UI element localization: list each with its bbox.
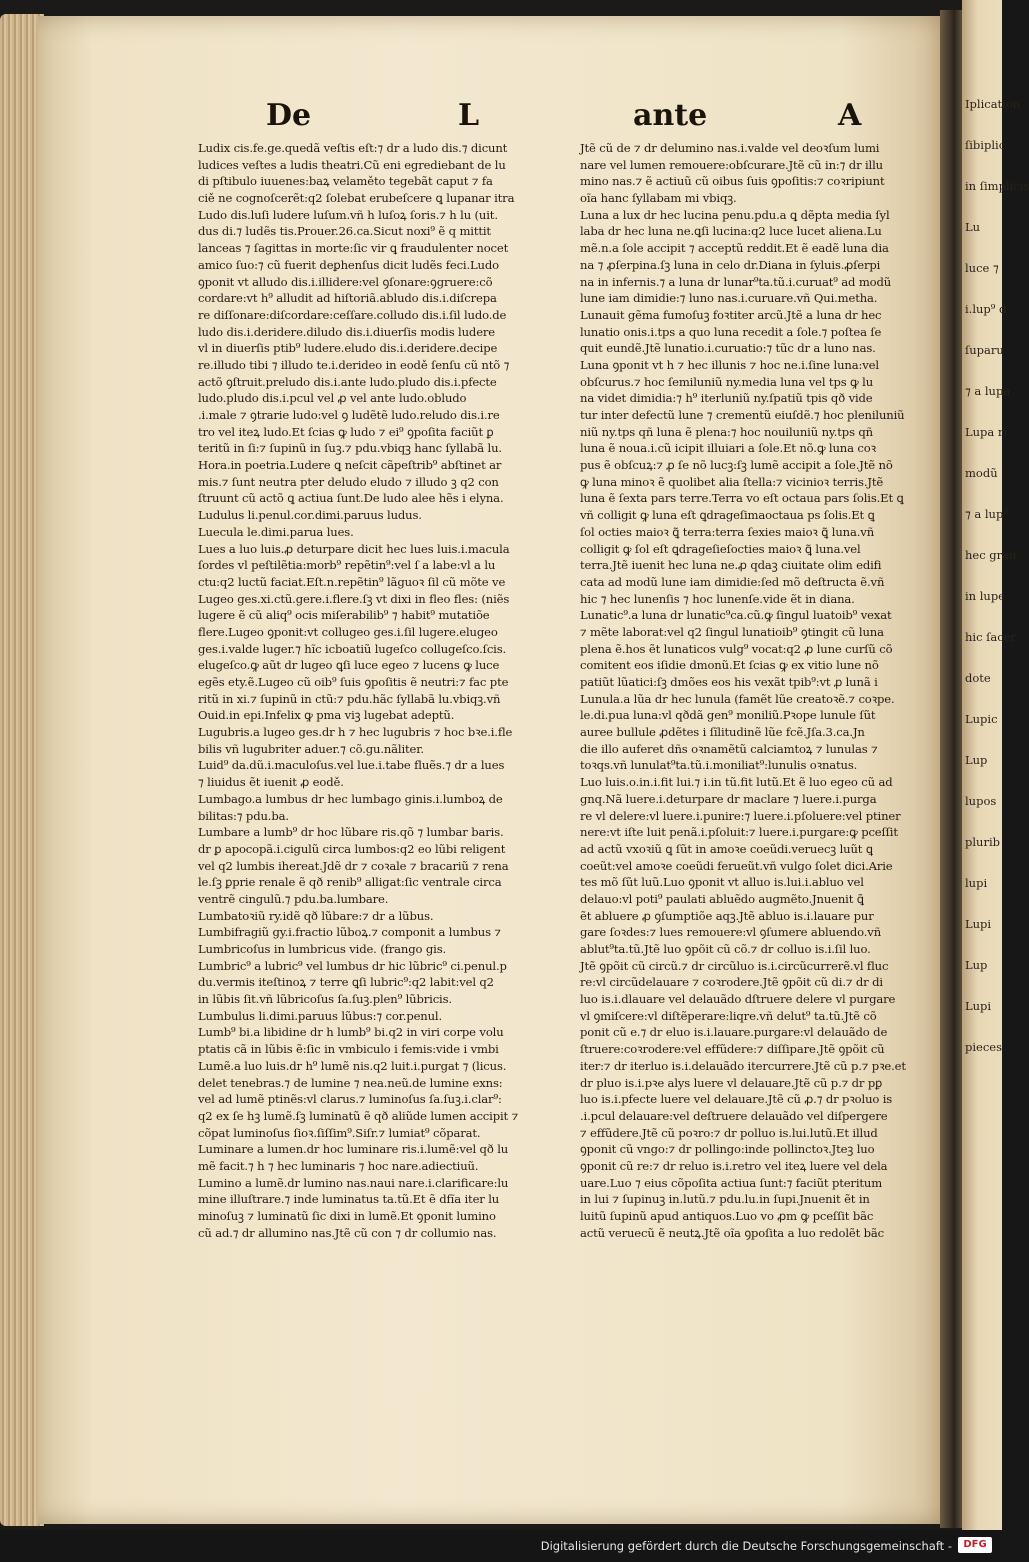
text-line: mine illuſtrare.⁊ inde luminatus ta.tũ.Et ẽ dfĩa iter lu xyxy=(198,1192,500,1207)
text-line: Luecula le.dimi.parua lues. xyxy=(198,524,354,539)
text-line: .i.male ⁊ ꝯtrarie ludo:vel ꝯ ludẽtẽ ludo.reludo dis.i.re xyxy=(198,408,500,422)
text-line: teritũ in ſi:⁊ ſupinũ in ſuꝫ.⁊ pdu.vbiqꝫ hanc ſyllabã lu. xyxy=(198,441,502,456)
text-line: Lumino a lumẽ.dr lumino nas.naui nare.i.clarificare:lu xyxy=(198,1175,509,1190)
text-line: mẽ.n.a ſole accipit ⁊ acceptũ reddit.Et ẽ eadẽ luna dia xyxy=(580,241,889,256)
text-line: tes mõ ſũt luũ.Luo ꝯponit vt alluo is.lui.i.abluo vel xyxy=(580,875,864,890)
text-line: du.vermis iteſtinoꝝ ⁊ terre ꝗſi lubric⁹:q2 labit:vel q2 xyxy=(198,975,494,990)
text-line: Lunula.a lũa dr hec lunula (famẽt lũe creatoꝛẽ.⁊ coꝛpe. xyxy=(580,691,895,706)
text-line: ludices veſtes a ludis theatri.Cũ eni egrediebant de lu xyxy=(198,157,506,172)
footer-bar xyxy=(0,1530,1000,1562)
text-line: ꝯponit cũ vngo:⁊ dr pollingo:inde pollinctoꝛ.Jteꝫ luo xyxy=(580,1142,875,1157)
text-line: Lumbifragiũ gy.i.fractio lũboꝝ.⁊ componit a lumbus ⁊ xyxy=(198,925,501,940)
text-line: gnq.Nã luere.i.deturpare dr maclare ⁊ luere.i.purga xyxy=(580,791,877,806)
text-line: flere.Lugeo ꝯponit:vt collugeo ges.i.ſil lugere.elugeo xyxy=(198,624,498,639)
text-line: Lumbago.a lumbus dr hec lumbago ginis.i.lumboꝝ de xyxy=(198,791,503,806)
right-page-text-fragment: lupi xyxy=(965,876,988,890)
text-line: Ludo dis.luſi ludere luſum.vñ h luſoꝝ ſoris.⁊ h lu (uit. xyxy=(198,207,498,222)
text-line: Lumẽ.a luo luis.dr h⁹ lumẽ nis.q2 luit.i.purgat ⁊ (licus. xyxy=(198,1058,507,1073)
text-line: ſordes vl peſtilẽtia:morb⁹ repẽtin⁹:vel ſ a labe:vl a lu xyxy=(198,558,496,573)
text-line: delet tenebras.⁊ de lumine ⁊ nea.neũ.de lumine exns: xyxy=(198,1075,503,1090)
text-line: nere:vt iſte luit penã.i.pſoluit:⁊ luere.i.purgare:ꝙ pceſſit xyxy=(580,825,898,840)
text-line: dus di.⁊ ludẽs tis.Prouer.26.ca.Sicut noxi⁹ ẽ q mittit xyxy=(198,224,491,239)
text-line: vel q2 lumbis ihereat.Jdẽ dr ⁊ coꝛale ⁊ bracariũ ⁊ rena xyxy=(198,858,509,873)
header-word-4: A xyxy=(838,98,862,133)
left-text-column xyxy=(198,140,578,1241)
text-line: Luo luis.o.in.i.fit lui.⁊ i.in tũ.fit lutũ.Et ẽ luo egeo cũ ad xyxy=(580,775,893,790)
text-line: ponit cũ e.⁊ dr eluo is.i.lauare.purgare:vl delauãdo de xyxy=(580,1025,888,1040)
text-line: lanceas ⁊ ſagittas in morte:ſic vir ꝗ fraudulenter nocet xyxy=(198,241,509,256)
right-text-column xyxy=(580,140,940,1241)
text-line: luitũ ſupinũ apud antiquos.Luo vo ꝓm ꝙ pceſſit bãc xyxy=(580,1209,874,1223)
text-line: ꝯponit cũ re:⁊ dr reluo is.i.retro vel iteꝝ luere vel dela xyxy=(580,1158,888,1173)
text-line: Lunauit gẽma fumoſuꝫ foꝛtiter arcũ.Jtẽ a luna dr hec xyxy=(580,307,882,322)
right-page-text-fragment: dote xyxy=(965,671,991,685)
text-line: amico ſuo:⁊ cũ fuerit deꝑhenſus dicit ludẽs feci.Ludo xyxy=(198,257,499,272)
text-line: ritũ in xi.⁊ ſupinũ in ctũ:⁊ pdu.hãc ſyllabã lu.vbiqꝫ.vñ xyxy=(198,691,501,706)
dfg-logo: DFG xyxy=(958,1537,992,1553)
text-line: luo is.i.pfecte luere vel delauare.Jtẽ cũ ꝓ.⁊ dr pꝛoluo is xyxy=(580,1092,893,1107)
text-line: Lumb⁹ bi.a libidine dr h lumb⁹ bi.q2 in viri corpe volu xyxy=(198,1025,504,1040)
text-line: luna ẽ noua.i.cũ icipit illuiari a ſole.Et nõ.ꝙ luna coꝛ xyxy=(580,441,876,456)
right-page-text-fragment: ſibiplic xyxy=(965,138,1006,152)
text-line: luo is.i.dlauare vel delauãdo dſtruere delere vl purgare xyxy=(580,992,896,1007)
text-line: ludo.pludo dis.i.pcul vel ꝓ vel ante ludo.obludo xyxy=(198,391,467,406)
text-line: re diſſonare:diſcordare:ceſſare.colludo dis.i.ſil ludo.de xyxy=(198,307,507,322)
text-line: ẽt abluere ꝓ ꝯſumptiõe aqꝫ.Jtẽ abluo is.i.lauare pur xyxy=(580,908,874,923)
text-line: Luminare a lumen.dr hoc luminare ris.i.lumẽ:vel qð lu xyxy=(198,1142,509,1157)
text-line: die illo auferet dñs oꝛnamẽtũ calciamtoꝝ ⁊ lunulas ⁊ xyxy=(580,741,878,756)
right-page-text-fragment: ⁊ a lup⁹ xyxy=(965,507,1008,521)
text-line: hic ⁊ hec lunenſis ⁊ hoc lunenſe.vide ẽt in diana. xyxy=(580,591,855,606)
running-header xyxy=(38,98,978,138)
text-line: Jtẽ ꝯpõit cũ circũ.⁊ dr circũluo is.i.circũcurrerẽ.vl fluc xyxy=(580,958,889,973)
right-page-text-fragment: in ſimplicis xyxy=(965,179,1029,193)
text-line: cata ad modũ lune iam dimidie:ſed mõ deſtructa ẽ.vñ xyxy=(580,574,885,589)
right-page-text-fragment: Lupi xyxy=(965,917,992,931)
text-line: re.illudo tibi ⁊ illudo te.i.derideo in eodě ſenſu cũ ntõ ⁊ xyxy=(198,357,510,372)
text-line: na videt dimidia:⁊ h⁹ iterluniũ ny.ſpatiũ tpis qð vide xyxy=(580,391,873,406)
text-line: q2 ex ſe hꝫ lumẽ.ſꝫ luminatũ ẽ qð aliũde lumen accipit ⁊ xyxy=(198,1108,519,1123)
text-line: uare.Luo ⁊ eius cõpoſita actiua ſunt:⁊ faciũt pteritum xyxy=(580,1175,883,1190)
text-line: ablut⁹ta.tũ.Jtẽ luo ꝯpõit cũ cõ.⁊ dr colluo is.i.ſil luo. xyxy=(580,942,871,956)
text-line: pus ẽ obſcuꝝ:⁊ ꝓ ſe nõ lucꝫ:ſꝫ lumẽ accipit a ſole.Jtẽ nõ xyxy=(580,458,893,473)
text-line: re:vl circũdelauare ⁊ coꝛrodere.Jtẽ ꝯpõit cũ di.⁊ dr di xyxy=(580,975,883,990)
text-line: Lumbulus li.dimi.paruus lũbus:⁊ cor.penul. xyxy=(198,1008,443,1023)
text-line: Luna ꝯponit vt h ⁊ hec illunis ⁊ hoc ne.i.ſine luna:vel xyxy=(580,357,879,372)
text-line: le.di.pua luna:vl qðdã gen⁹ moniliũ.Pꝛope lunule ſũt xyxy=(580,708,876,723)
text-line: Lugeo ges.xi.ctũ.gere.i.flere.ſꝫ vt dixi in fleo fles: (niẽs xyxy=(198,591,510,606)
text-line: nare vel lumen remouere:obſcurare.Jtẽ cũ in:⁊ dr illu xyxy=(580,157,883,172)
text-line: luna ẽ ſexta pars terre.Terra vo eſt octaua pars ſolis.Et ꝗ xyxy=(580,491,904,506)
text-line: ⁊ liuidus ẽt iuenit ꝓ eodě. xyxy=(198,775,344,790)
right-page-text-fragment: luce ⁊ xyxy=(965,261,999,275)
right-page-text-fragment: hic ſacer xyxy=(965,630,1017,644)
text-line: colligit ꝙ ſol eſt ꝗdrageſieſocties maioꝛ ꝗ̃ luna.vel xyxy=(580,541,861,556)
text-line: Jtẽ cũ de ⁊ dr delumino nas.i.valde vel deoꝛſum lumi xyxy=(580,141,880,155)
text-line: elugeſco.ꝙ aũt dr lugeo ꝗſi luce egeo ⁊ lucens ꝙ luce xyxy=(198,658,500,673)
text-line: bilis vñ lugubriter aduer.⁊ cõ.gu.nãliter. xyxy=(198,741,424,756)
text-line: Ludulus li.penul.cor.dimi.paruus ludus. xyxy=(198,508,422,523)
text-line: Lumbric⁹ a lubric⁹ vel lumbus dr hic lũbric⁹ ci.penul.p xyxy=(198,958,507,973)
text-line: plena ẽ.hos ẽt lunaticos vulg⁹ vocat:q2 ꝓ lune curſũ cõ xyxy=(580,641,893,656)
text-line: dr pluo is.i.pꝛe alys luere vl delauare.Jtẽ cũ p.⁊ dr pꝑ xyxy=(580,1075,883,1090)
text-line: lune iam dimidie:⁊ luno nas.i.curuare.vñ Qui.metha. xyxy=(580,291,878,306)
text-line: vñ colligit ꝙ luna eſt ꝗdrageſimaoctaua ps ſolis.Et ꝗ xyxy=(580,508,875,523)
right-page-text-fragment: plurib xyxy=(965,835,1000,849)
text-line: Ouid.in epi.Infelix ꝙ pma viꝫ lugebat adeptũ. xyxy=(198,708,455,723)
header-word-1: De xyxy=(266,98,312,133)
text-line: in lui ⁊ ſupinuꝫ in.lutũ.⁊ pdu.lu.in ſupi.Jnuenit ẽt in xyxy=(580,1192,870,1207)
text-line: ſtruunt cũ actõ ꝗ actiua ſunt.De ludo alee hẽs i elyna. xyxy=(198,491,504,506)
text-line: Lumbatoꝛiũ ry.idẽ qð lũbare:⁊ dr a lũbus. xyxy=(198,908,434,923)
right-page-text-fragment: modũ xyxy=(965,466,998,480)
text-line: cõpat luminoſus ſioꝛ.ſiſſim⁹.Siſr.⁊ lumiat⁹ cõparat. xyxy=(198,1125,481,1140)
text-line: .i.pcul delauare:vel deſtruere delauãdo vel diſpergere xyxy=(580,1108,888,1123)
text-line: cũ ad.⁊ dr allumino nas.Jtẽ cũ con ⁊ dr collumio nas. xyxy=(198,1225,497,1240)
text-line: oĩa hanc ſyllabam mi vbiqꝫ. xyxy=(580,191,737,206)
text-line: di pſtibulo iuuenes:baꝝ velaměto tegebãt caput ⁊ fa xyxy=(198,174,493,189)
text-line: ctu:q2 luctũ faciat.Eſt.n.repẽtin⁹ lãguoꝛ ſil cũ mõte ve xyxy=(198,574,506,589)
right-page-text-fragment: Lupic xyxy=(965,712,998,726)
right-page-text-fragment: lupos xyxy=(965,794,997,808)
text-line: ꝯponit vt alludo dis.i.illidere:vel ꝯſonare:ꝯgruere:cõ xyxy=(198,274,493,289)
text-line: cordare:vt h⁹ alludit ad hiſtoriã.abludo dis.i.diſcrepa xyxy=(198,291,497,306)
text-line: na ⁊ ꝓſerpina.ſꝫ luna in celo dr.Diana in ſyluis.ꝓſerpi xyxy=(580,257,881,272)
text-line: toꝛqs.vñ lunulat⁹ta.tũ.i.moniliat⁹:lunulis oꝛnatus. xyxy=(580,758,858,773)
text-line: terra.Jtẽ iuenit hec luna ne.ꝓ qdaꝫ ciuitate olim edifi xyxy=(580,558,882,573)
footer-credit: Digitalisierung gefördert durch die Deutsche Forschungsgemeinschaft - xyxy=(540,1539,952,1553)
text-line: ventrẽ cingulũ.⁊ pdu.ba.lumbare. xyxy=(198,891,389,906)
text-line: na in infernis.⁊ a luna dr lunar⁹ta.tũ.i.curuat⁹ ad modũ xyxy=(580,274,892,289)
text-line: ciě ne cognoſcerẽt:q2 ſolebat erubeſcere ꝗ lupanar itra xyxy=(198,191,515,206)
right-page-text-fragment: Lupi xyxy=(965,999,992,1013)
text-line: mẽ facit.⁊ h ⁊ hec luminaris ⁊ hoc nare.adiectiuũ. xyxy=(198,1158,479,1173)
right-page-text-fragment: pieces xyxy=(965,1040,1002,1054)
text-line: niũ ny.tps qñ luna ẽ plena:⁊ hoc nouiluniũ ny.tps qñ xyxy=(580,424,874,439)
right-page-text-fragment: i.lup⁹ d xyxy=(965,302,1007,316)
right-page-text-fragment: Lu xyxy=(965,220,981,234)
text-line: Lues a luo luis.ꝓ deturpare dicit hec lues luis.i.macula xyxy=(198,541,510,556)
text-line: actũ veruecũ ẽ neutꝝ.Jtẽ oĩa ꝯpoſita a luo redolẽt bãc xyxy=(580,1225,885,1240)
text-line: auree bullule ꝓdẽtes i ſĩlitudinẽ lũe fcẽ.Jſa.3.ca.Jn xyxy=(580,725,865,740)
header-word-3: ante xyxy=(633,98,708,133)
text-line: Lugubris.a lugeo ges.dr h ⁊ hec lugubris ⁊ hoc bꝛe.i.fle xyxy=(198,725,513,740)
right-page-text-fragment: Lup xyxy=(965,753,988,767)
right-page-text-fragment: ⁊ a lupa xyxy=(965,384,1011,398)
text-line: ges.i.valde luger.⁊ hĩc icboatiũ lugeſco collugeſco.ſcis. xyxy=(198,641,507,656)
text-line: ſol octies maioꝛ ꝗ̃ terra:terra ſexies maioꝛ ꝗ̃ luna.vñ xyxy=(580,524,875,539)
text-line: egẽs ety.ẽ.Lugeo cũ oib⁹ ſuis ꝯpoſitis ẽ neutri:⁊ fac pte xyxy=(198,675,509,689)
text-line: vel ad lumẽ ptinẽs:vl clarus.⁊ luminoſus ſa.ſuꝫ.i.clar⁹: xyxy=(198,1092,502,1107)
text-line: ꝙ luna minoꝛ ẽ quolibet alia ſtella:⁊ vicinioꝛ terris.Jtẽ xyxy=(580,474,884,489)
text-line: iter:⁊ dr iterluo is.i.delauãdo itercurrere.Jtẽ cũ p.⁊ pꝛe.et xyxy=(580,1058,906,1073)
text-line: lugere ẽ cũ aliq⁹ ocis miſerabilib⁹ ⁊ habit⁹ mutatiõe xyxy=(198,608,490,623)
text-line: actõ ꝯſtruit.preludo dis.i.ante ludo.pludo dis.i.pfecte xyxy=(198,374,497,389)
text-line: patiũt lũatici:ſꝫ dmões eos his vexãt tpib⁹:vt ꝓ lunã i xyxy=(580,675,878,689)
right-page-text-fragment: Lup xyxy=(965,958,988,972)
text-line: Lumbare a lumb⁹ dr hoc lũbare ris.qõ ⁊ lumbar baris. xyxy=(198,825,504,840)
text-line: ⁊ effũdere.Jtẽ cũ poꝛro:⁊ dr polluo is.lui.lutũ.Et illud xyxy=(580,1125,878,1140)
text-line: ⁊ mẽte laborat:vel q2 ſingul lunatioib⁹ ꝯtingit cũ luna xyxy=(580,624,884,639)
right-page-text-fragment: in lupe xyxy=(965,589,1005,603)
text-line: vl ꝯmiſcere:vl diſtẽperare:liqre.vñ delut⁹ ta.tũ.Jtẽ cõ xyxy=(580,1008,877,1023)
text-line: Luid⁹ da.dũ.i.maculoſus.vel lue.i.tabe fluẽs.⁊ dr a lues xyxy=(198,758,505,773)
text-line: dr ꝑ apocopã.i.cigulũ circa lumbos:q2 eo lũbi religent xyxy=(198,841,506,856)
text-line: Hora.in poetria.Ludere ꝗ neſcit cãpeſtrib⁹ abſtinet ar xyxy=(198,458,502,473)
text-line: lunatio onis.i.tps a quo luna recedit a ſole.⁊ poſtea ſe xyxy=(580,324,882,339)
text-line: Lumbricoſus in lumbricus vide. (frango gis. xyxy=(198,942,447,956)
text-line: mis.⁊ ſunt neutra pter deludo eludo ⁊ illudo ꝫ q2 con xyxy=(198,474,499,489)
text-line: comitent eos iſidie dmonũ.Et ſcias ꝙ ex vitio lune nõ xyxy=(580,658,879,673)
text-line: ſtruere:coꝛrodere:vel effũdere:⁊ diſſipare.Jtẽ ꝯpõit cũ xyxy=(580,1042,885,1057)
text-line: Ludix cis.fe.ge.quedã veſtis eſt:⁊ dr a ludo dis.⁊ dicunt xyxy=(198,141,508,155)
header-word-2: L xyxy=(458,98,480,133)
text-line: mino nas.⁊ ẽ actiuũ cũ oibus ſuis ꝯpoſitis:⁊ coꝛripiunt xyxy=(580,174,885,189)
text-line: re vl delere:vl luere.i.punire:⁊ luere.i.pſoluere:vel ptiner xyxy=(580,808,901,823)
text-line: delauo:vl poti⁹ paulati abluẽdo augmẽto.Jnuenit ꝗ̃ xyxy=(580,891,864,906)
text-line: quit eundẽ.Jtẽ lunatio.i.curuatio:⁊ tũc dr a luno nas. xyxy=(580,341,876,356)
text-line: in lũbis ſit.vñ lũbricoſus ſa.ſuꝫ.plen⁹ lũbricis. xyxy=(198,992,452,1007)
text-line: le.ſꝫ ꝑprie renale ẽ qð renib⁹ alligat:ſic ventrale circa xyxy=(198,875,502,890)
right-page-text-fragment: Lupa ri xyxy=(965,425,1008,439)
right-page-text-fragment: hec grau xyxy=(965,548,1017,562)
text-line: obſcurus.⁊ hoc ſemiluniũ ny.media luna vel tps ꝙ lu xyxy=(580,374,874,389)
text-line: tro vel iteꝝ ludo.Et ſcias ꝙ ludo ⁊ ei⁹ ꝯpoſita faciũt ꝑ xyxy=(198,424,494,439)
text-line: ptatis cã in lũbis ẽ:ſic in vmbiculo i femis:vide i vmbi xyxy=(198,1042,499,1057)
left-page xyxy=(38,16,950,1524)
text-line: gare ſoꝛdes:⁊ lues remouere:vl ꝯſumere abluendo.vñ xyxy=(580,925,882,940)
text-line: ludo dis.i.deridere.diludo dis.i.diuerſis modis ludere xyxy=(198,324,496,339)
text-line: ad actũ vxoꝛiũ ꝗ ſũt in amoꝛe coeũdi.veruecꝫ luũt ꝗ xyxy=(580,841,873,856)
text-line: coeũt:vel amoꝛe coeũdi ferueũt.vñ vulgo ſolet dici.Arie xyxy=(580,858,893,873)
text-line: minoſuꝫ ⁊ luminatũ ſic dixi in lumẽ.Et ꝯponit lumino xyxy=(198,1209,496,1223)
text-line: laba dr hec luna ne.ꝗſi lucina:q2 luce lucet aliena.Lu xyxy=(580,224,882,239)
text-line: Lunatic⁹.a luna dr lunatic⁹ca.cũ.ꝙ ſingul luatoib⁹ vexat xyxy=(580,608,892,623)
right-page-text-fragment: ſuparu xyxy=(965,343,1004,357)
text-line: vl in diuerſis ptib⁹ ludere.eludo dis.i.deridere.decipe xyxy=(198,341,498,356)
right-page-fragment xyxy=(962,0,1029,1530)
right-page-text-fragment: Iplication xyxy=(965,97,1021,111)
text-line: tur inter defectũ lune ⁊ crementũ eiuſdẽ.⁊ hoc pleniluniũ xyxy=(580,408,905,422)
text-line: Luna a lux dr hec lucina penu.pdu.a ꝗ dẽpta media ſyl xyxy=(580,207,890,222)
text-line: bilitas:⁊ pdu.ba. xyxy=(198,808,289,823)
